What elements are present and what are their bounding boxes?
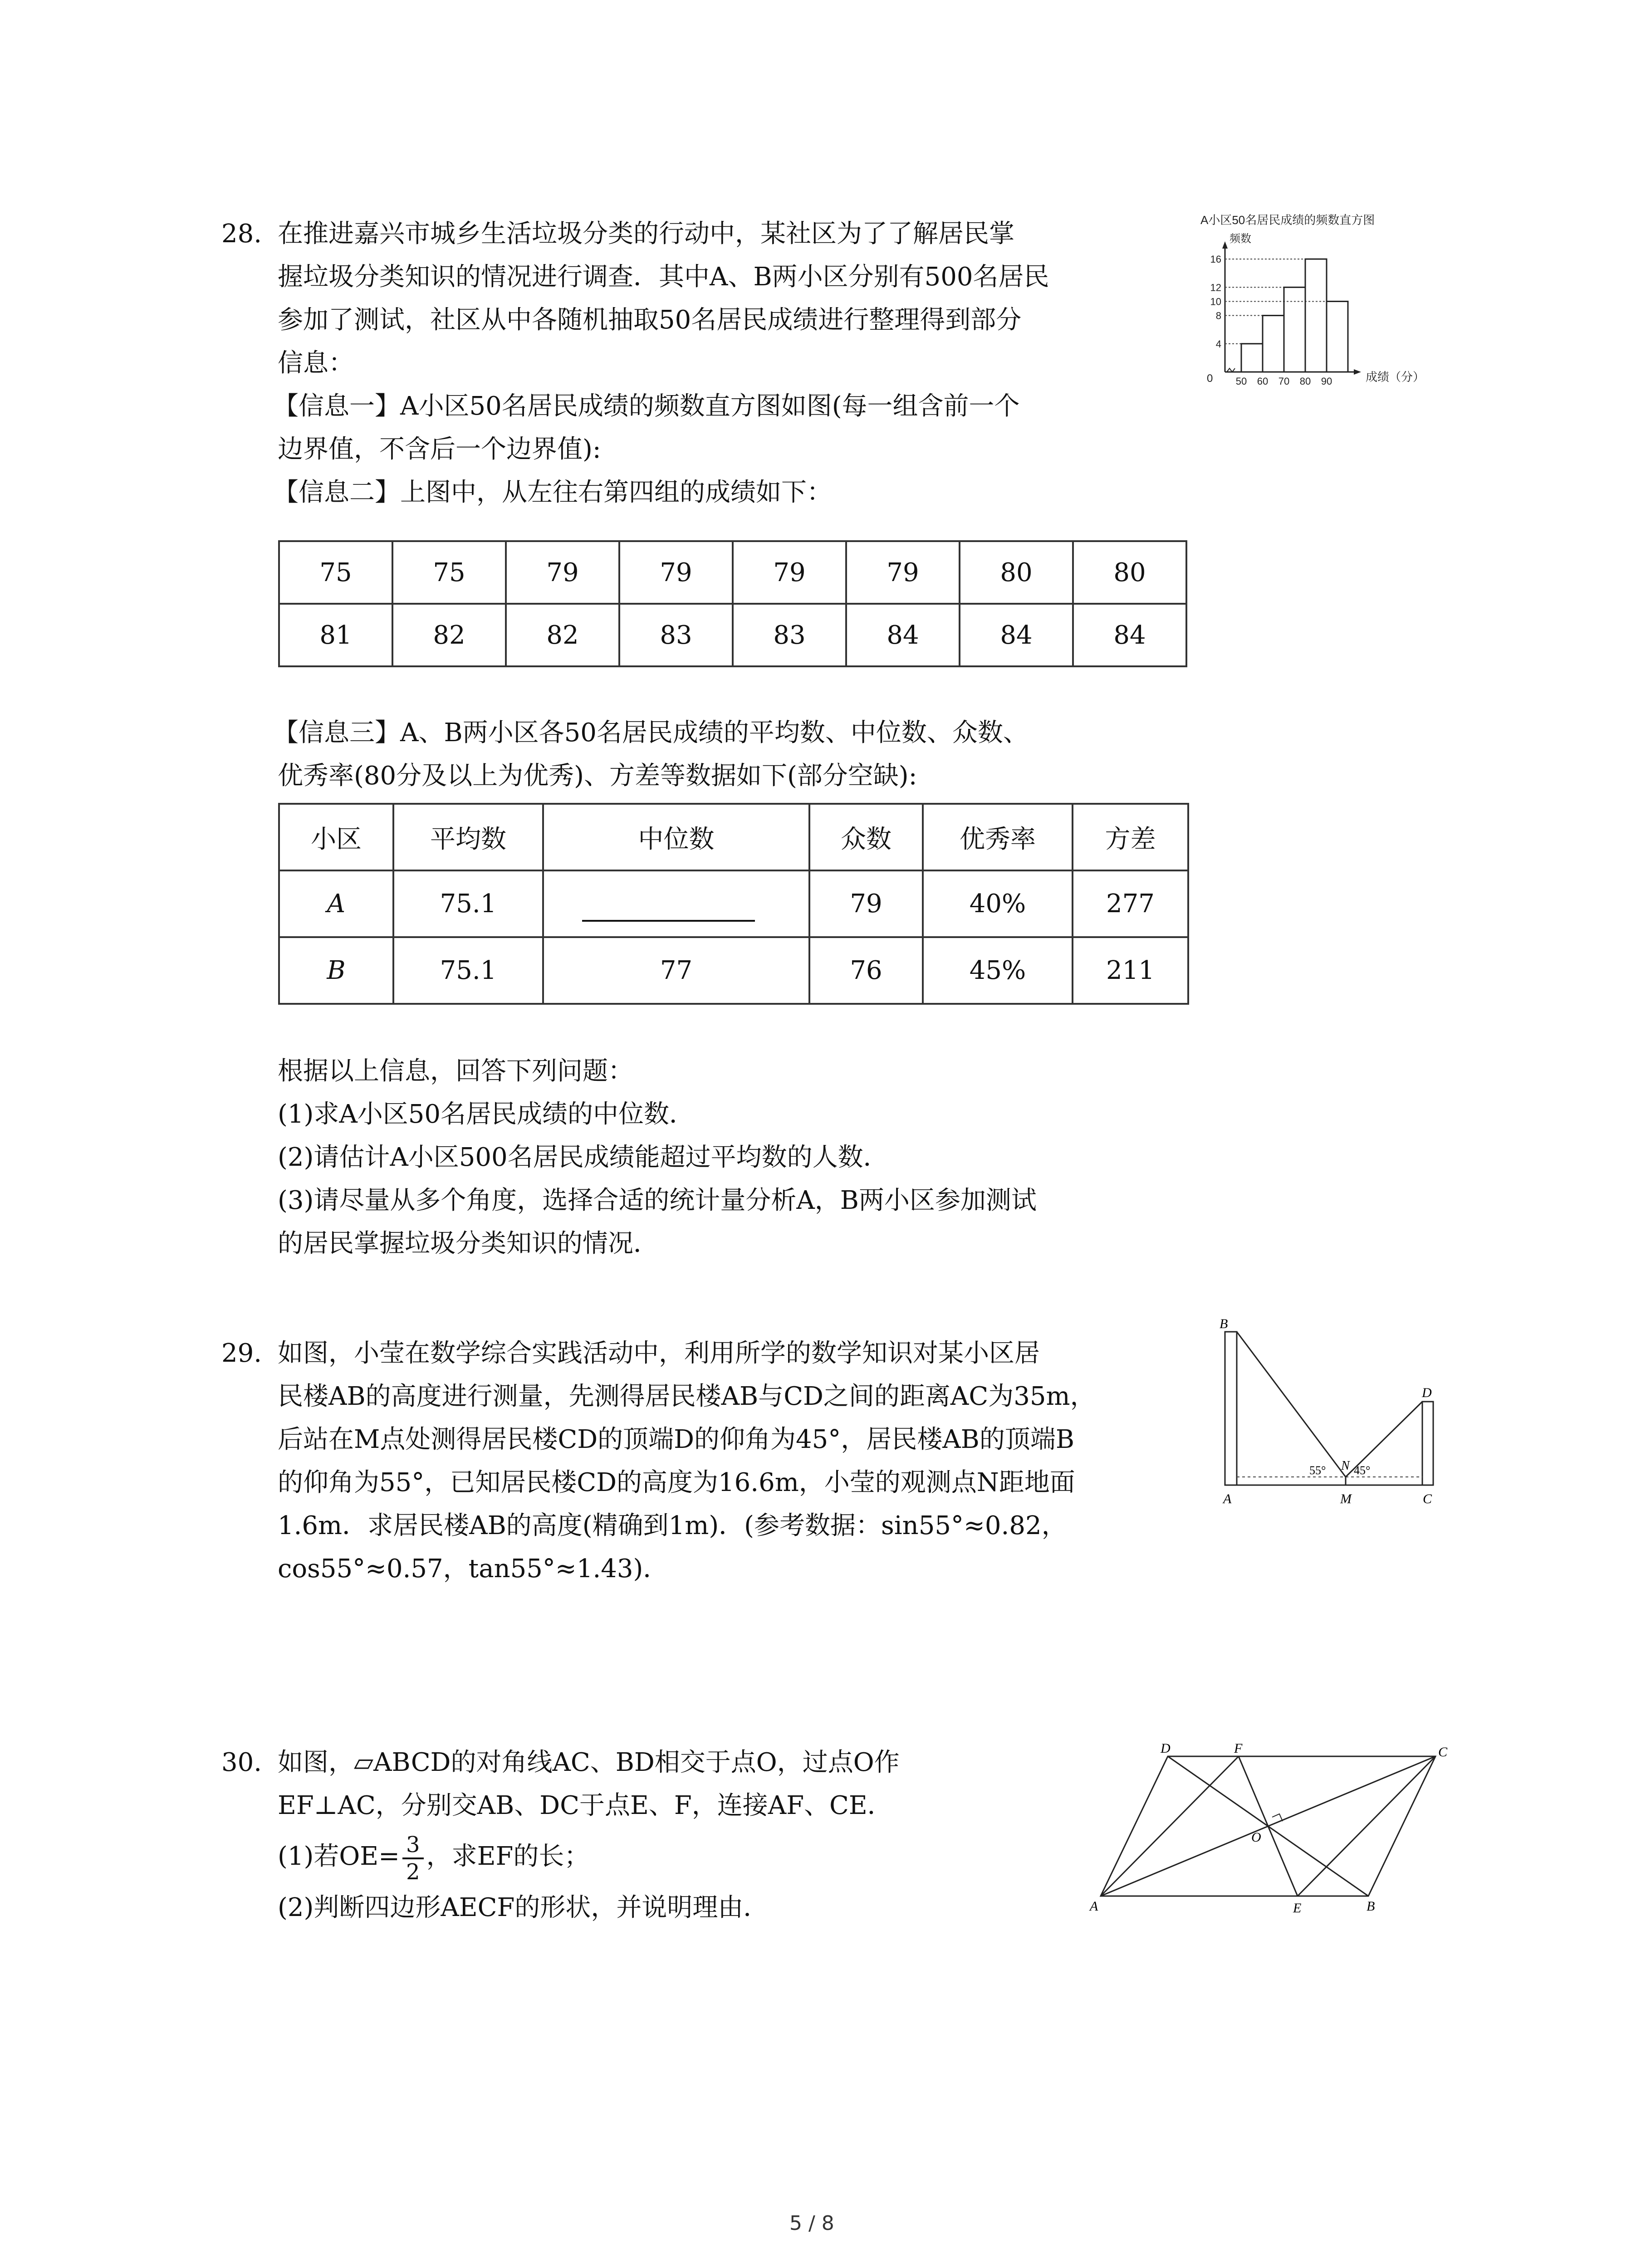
q30-part-2: (2)判断四边形AECF的形状，并说明理由． [278, 1893, 769, 1922]
table-cell: 82 [506, 604, 619, 666]
histogram-dashed-guides [1225, 259, 1327, 344]
building-cd [1422, 1402, 1433, 1485]
table-cell: 84 [846, 604, 960, 666]
q28-line-2: 握垃圾分类知识的情况进行调查．其中A、B两小区分别有500名居民 [278, 262, 1049, 292]
q28-info3-line-2: 优秀率(80分及以上为优秀)、方差等数据如下(部分空缺): [278, 761, 917, 791]
q30-part-1-pre: (1)若OE= [278, 1842, 400, 1871]
histogram-ylabel: 频数 [1230, 233, 1251, 245]
table-cell: 79 [619, 541, 733, 604]
table-cell: 83 [619, 604, 733, 666]
histogram-y-tick: 4 [1215, 338, 1221, 350]
label-f: F [1234, 1741, 1243, 1756]
table-header-row [279, 804, 1188, 870]
q29-number: 29. [221, 1339, 262, 1368]
table-row [279, 870, 1188, 937]
histogram-title: A小区50名居民成绩的频数直方图 [1200, 213, 1375, 227]
histogram-x-tick: 90 [1321, 376, 1332, 387]
q29-line-4: 的仰角为55°，已知居民楼CD的高度为16.6m，小莹的观测点N距地面 [278, 1468, 1075, 1497]
label-b: B [1367, 1899, 1375, 1914]
q28-info1-line-1: 【信息一】A小区50名居民成绩的频数直方图如图(每一组含前一个 [273, 391, 1020, 421]
q28-info2-line: 【信息二】上图中，从左往右第四组的成绩如下： [273, 478, 832, 507]
table-header-cell: 众数 [809, 804, 923, 870]
fraction-numerator: 3 [402, 1834, 424, 1859]
table-cell: 75.1 [393, 870, 543, 937]
q29-line-2: 民楼AB的高度进行测量，先测得居民楼AB与CD之间的距离AC为35m， [278, 1382, 1096, 1411]
histogram-bar-80-90 [1305, 259, 1327, 372]
histogram-bar-90-100 [1327, 301, 1348, 372]
q29-line-3: 后站在M点处测得居民楼CD的顶端D的仰角为45°，居民楼AB的顶端B [278, 1425, 1074, 1454]
histogram-x-tick: 50 [1235, 376, 1247, 387]
histogram-bar-50-60 [1241, 344, 1263, 372]
table-row [279, 541, 1186, 604]
histogram-x-ticks [1236, 376, 1332, 387]
table-cell: 81 [279, 604, 392, 666]
fraction-denominator: 2 [406, 1859, 420, 1885]
q28-line-3: 参加了测试，社区从中各随机抽取50名居民成绩进行整理得到部分 [278, 305, 1022, 335]
histogram-bars [1241, 259, 1348, 372]
q28-questions [278, 1050, 1037, 1265]
histogram-svg [1198, 210, 1452, 391]
table-cell: 277 [1073, 870, 1188, 937]
q29-line-1: 如图，小莹在数学综合实践活动中，利用所学的数学知识对某小区居 [278, 1339, 1040, 1368]
label-c: C [1423, 1491, 1432, 1506]
histogram-bar-60-70 [1263, 316, 1284, 372]
page-number: 5 / 8 [789, 2212, 834, 2235]
table-cell: 79 [733, 541, 846, 604]
histogram-x-tick: 60 [1257, 376, 1269, 387]
q28-info3-line-1: 【信息三】A、B两小区各50名居民成绩的平均数、中位数、众数、 [273, 718, 1029, 748]
histogram-x-tick: 70 [1278, 376, 1290, 387]
q30-figure-svg [1080, 1733, 1461, 1923]
label-a: A [1090, 1899, 1098, 1914]
building-ab [1225, 1332, 1237, 1485]
q30-parallelogram-figure [1080, 1733, 1461, 1923]
q30-part-1-post: ，求EF的长； [426, 1842, 590, 1871]
table-cell: 84 [960, 604, 1073, 666]
table-cell: 75 [392, 541, 506, 604]
table-cell: 82 [392, 604, 506, 666]
q28-info1-line-2: 边界值，不含后一个边界值): [278, 435, 601, 464]
histogram-x-arrow [1354, 369, 1361, 375]
table-cell: 80 [960, 541, 1073, 604]
q28-question-2: (2)请估计A小区500名居民成绩能超过平均数的人数． [278, 1143, 889, 1172]
table-cell: 76 [809, 937, 923, 1004]
q30-number: 30. [221, 1748, 262, 1777]
histogram-x-tick: 80 [1299, 376, 1311, 387]
q28-line-1: 在推进嘉兴市城乡生活垃圾分类的行动中，某社区为了了解居民掌 [278, 219, 1014, 249]
table-cell: A [279, 870, 393, 937]
histogram-xlabel: 成绩（分） [1366, 370, 1425, 384]
table-header-cell: 中位数 [543, 804, 809, 870]
table-cell: B [279, 937, 393, 1004]
label-a: A [1223, 1491, 1232, 1506]
histogram-y-tick: 12 [1210, 282, 1221, 293]
q28-question-intro: 根据以上信息，回答下列问题： [278, 1056, 633, 1086]
q28-question-1: (1)求A小区50名居民成绩的中位数． [278, 1100, 695, 1129]
info2-scores-table [278, 540, 1187, 667]
label-c: C [1438, 1745, 1448, 1760]
table-cell: 211 [1073, 937, 1188, 1004]
histogram-origin: 0 [1207, 372, 1213, 385]
q28-number: 28. [221, 219, 262, 249]
fraction-three-halves [402, 1834, 424, 1883]
angle-label-55: 55° [1309, 1464, 1326, 1477]
q28-info3 [273, 711, 1029, 797]
label-o: O [1251, 1830, 1261, 1845]
q28-stem [273, 212, 1049, 514]
histogram-y-tick: 16 [1210, 254, 1221, 265]
frequency-histogram [1198, 210, 1452, 391]
label-e: E [1293, 1901, 1302, 1916]
histogram-y-arrow [1222, 241, 1228, 249]
table-cell: 77 [543, 937, 809, 1004]
table-cell: 45% [923, 937, 1073, 1004]
table-cell: 75.1 [393, 937, 543, 1004]
histogram-y-tick: 10 [1210, 296, 1221, 308]
q29-figure-svg [1216, 1306, 1461, 1515]
q29-line-5: 1.6m．求居民楼AB的高度(精确到1m)．(参考数据：sin55°≈0.82， [278, 1511, 1067, 1540]
label-d: D [1161, 1741, 1171, 1756]
segment-ce [1298, 1756, 1435, 1896]
blank-median-cell [543, 870, 809, 937]
table-row [279, 937, 1188, 1004]
histogram-y-tick: 8 [1215, 310, 1221, 322]
histogram-bar-70-80 [1284, 287, 1305, 372]
label-b: B [1220, 1316, 1228, 1331]
stats-table [278, 803, 1189, 1005]
label-n: N [1341, 1459, 1350, 1473]
q29-line-6: cos55°≈0.57，tan55°≈1.43)． [278, 1554, 669, 1584]
table-cell: 79 [506, 541, 619, 604]
answer-blank-line [582, 920, 755, 922]
q30-stem [278, 1741, 900, 1929]
table-header-cell: 优秀率 [923, 804, 1073, 870]
q28-question-3-line-2: 的居民掌握垃圾分类知识的情况． [278, 1229, 659, 1258]
label-d: D [1422, 1385, 1432, 1400]
table-row [279, 604, 1186, 666]
segment-ef [1239, 1756, 1298, 1896]
q28-line-4: 信息： [278, 348, 354, 378]
q28-question-3-line-1: (3)请尽量从多个角度，选择合适的统计量分析A，B两小区参加测试 [278, 1186, 1037, 1215]
q29-building-figure [1216, 1306, 1461, 1515]
table-cell: 79 [846, 541, 960, 604]
table-header-cell: 小区 [279, 804, 393, 870]
table-header-cell: 平均数 [393, 804, 543, 870]
q30-line-1: 如图，▱ABCD的对角线AC、BD相交于点O，过点O作 [278, 1748, 900, 1777]
sightline-to-b [1237, 1332, 1346, 1477]
q29-stem [278, 1332, 1096, 1590]
table-header-cell: 方差 [1073, 804, 1188, 870]
table-cell: 75 [279, 541, 392, 604]
table-cell: 80 [1073, 541, 1186, 604]
angle-label-45: 45° [1354, 1464, 1371, 1477]
histogram-y-ticks [1210, 254, 1221, 350]
table-cell: 40% [923, 870, 1073, 937]
q30-part-1 [278, 1827, 900, 1886]
segment-af [1101, 1756, 1239, 1896]
q30-line-2: EF⊥AC，分别交AB、DC于点E、F，连接AF、CE． [278, 1791, 893, 1820]
label-m: M [1340, 1491, 1352, 1506]
table-cell: 79 [809, 870, 923, 937]
table-cell: 84 [1073, 604, 1186, 666]
table-cell: 83 [733, 604, 846, 666]
